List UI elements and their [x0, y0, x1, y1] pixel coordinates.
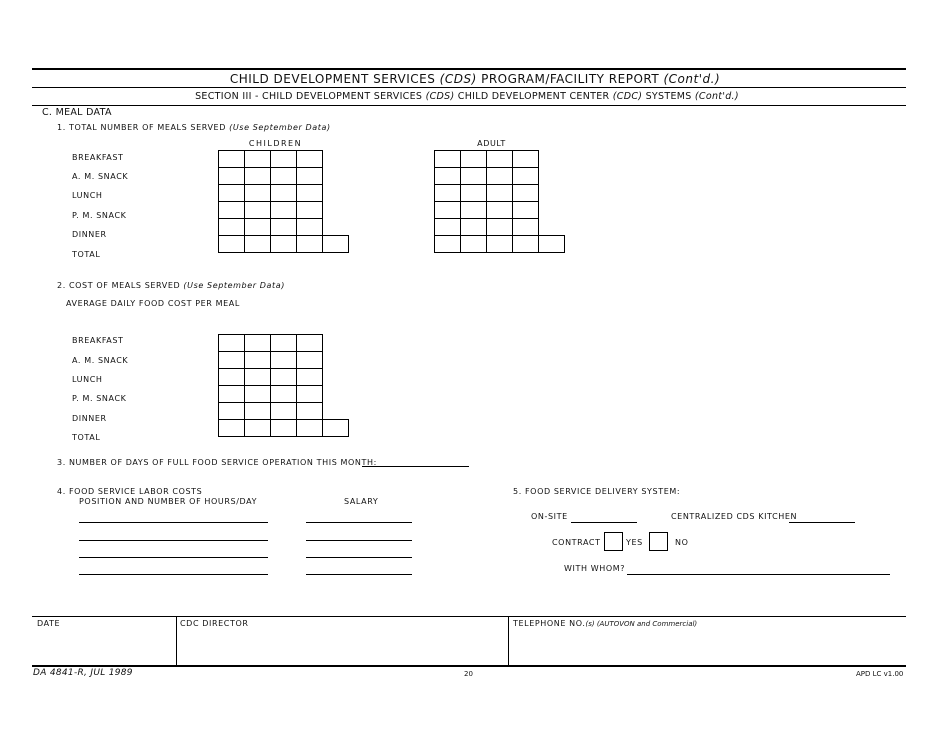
telephone-label: [513, 619, 697, 628]
row-label-total: TOTAL: [72, 250, 101, 259]
meal-data-heading: C. MEAL DATA: [42, 107, 112, 118]
cost-row-label-breakfast: BREAKFAST: [72, 336, 124, 345]
salary-field-1[interactable]: [306, 522, 412, 523]
title-cds: (CDS): [439, 72, 477, 86]
salary-field-3[interactable]: [306, 557, 412, 558]
cost-row-label-total: TOTAL: [72, 433, 101, 442]
section-cds: (CDS): [425, 91, 455, 102]
salary-field-2[interactable]: [306, 540, 412, 541]
row-label-dinner: DINNER: [72, 230, 107, 239]
q2-label: [57, 281, 285, 290]
with-whom-label: WITH WHOM?: [564, 564, 626, 573]
onsite-field[interactable]: [571, 522, 637, 523]
cost-grid[interactable]: [218, 334, 349, 437]
q1-note: (Use September Data): [229, 123, 331, 132]
position-field-4[interactable]: [79, 574, 268, 575]
q5-label: 5. FOOD SERVICE DELIVERY SYSTEM:: [513, 487, 681, 496]
row-label-breakfast: BREAKFAST: [72, 153, 124, 162]
onsite-label: ON-SITE: [531, 512, 568, 521]
position-field-1[interactable]: [79, 522, 268, 523]
no-label: NO: [675, 538, 689, 547]
children-header: CHILDREN: [248, 139, 303, 148]
signature-divider-1: [176, 616, 177, 666]
signature-bottom-rule: [32, 665, 906, 667]
row-label-pm-snack: P. M. SNACK: [72, 211, 127, 220]
title-rest: PROGRAM/FACILITY REPORT: [476, 72, 664, 86]
page-title: [0, 72, 950, 86]
signature-top-rule: [32, 616, 906, 617]
adult-meals-grid[interactable]: [434, 150, 565, 253]
date-label: DATE: [37, 619, 61, 628]
version-label: APD LC v1.00: [856, 670, 904, 678]
section-c: SYSTEMS: [642, 91, 695, 102]
q1-text: 1. TOTAL NUMBER OF MEALS SERVED: [57, 123, 230, 132]
page-number: 20: [464, 670, 473, 678]
top-rule: [32, 68, 906, 70]
date-field[interactable]: [33, 628, 173, 664]
contract-no-checkbox[interactable]: [649, 532, 668, 551]
q3-label: 3. NUMBER OF DAYS OF FULL FOOD SERVICE OPERATION THIS MONTH:: [57, 458, 377, 467]
q3-days-field[interactable]: [362, 466, 469, 467]
signature-divider-2: [508, 616, 509, 666]
q4-salary-header: SALARY: [344, 497, 379, 506]
row-label-lunch: LUNCH: [72, 191, 103, 200]
contract-label: CONTRACT: [552, 538, 601, 547]
contract-yes-checkbox[interactable]: [604, 532, 623, 551]
section-title: [0, 91, 934, 102]
director-label: CDC DIRECTOR: [180, 619, 249, 628]
position-field-2[interactable]: [79, 540, 268, 541]
section-cdc: (CDC): [612, 91, 643, 102]
title-main: CHILD DEVELOPMENT SERVICES: [229, 72, 440, 86]
row-label-am-snack: A. M. SNACK: [72, 172, 129, 181]
position-field-3[interactable]: [79, 557, 268, 558]
director-field[interactable]: [178, 628, 506, 664]
q2-subheading: AVERAGE DAILY FOOD COST PER MEAL: [66, 299, 240, 308]
centralized-field[interactable]: [789, 522, 855, 523]
title-contd: (Cont'd.): [663, 72, 721, 86]
q2-note: (Use September Data): [183, 281, 285, 290]
q1-label: [57, 123, 331, 132]
with-whom-field[interactable]: [627, 574, 890, 575]
form-id: DA 4841-R, JUL 1989: [33, 668, 133, 678]
section-a: SECTION III - CHILD DEVELOPMENT SERVICES: [195, 91, 426, 102]
section-b: CHILD DEVELOPMENT CENTER: [454, 91, 613, 102]
telephone-text: TELEPHONE NO.: [513, 619, 586, 628]
children-meals-grid[interactable]: [218, 150, 349, 253]
section-rule: [32, 105, 906, 106]
q2-text: 2. COST OF MEALS SERVED: [57, 281, 184, 290]
telephone-note: (s) (AUTOVON and Commercial): [585, 620, 698, 628]
cost-row-label-dinner: DINNER: [72, 414, 107, 423]
centralized-label: CENTRALIZED CDS KITCHEN: [671, 512, 798, 521]
cost-row-label-lunch: LUNCH: [72, 375, 103, 384]
q4-label: 4. FOOD SERVICE LABOR COSTS: [57, 487, 203, 496]
cost-row-label-am-snack: A. M. SNACK: [72, 356, 129, 365]
telephone-field[interactable]: [510, 628, 904, 664]
yes-label: YES: [626, 538, 643, 547]
title-rule: [32, 87, 906, 88]
cost-row-label-pm-snack: P. M. SNACK: [72, 394, 127, 403]
salary-field-4[interactable]: [306, 574, 412, 575]
q4-position-header: POSITION AND NUMBER OF HOURS/DAY: [79, 497, 258, 506]
section-contd: (Cont'd.): [694, 91, 739, 102]
adult-header: ADULT: [477, 139, 506, 148]
